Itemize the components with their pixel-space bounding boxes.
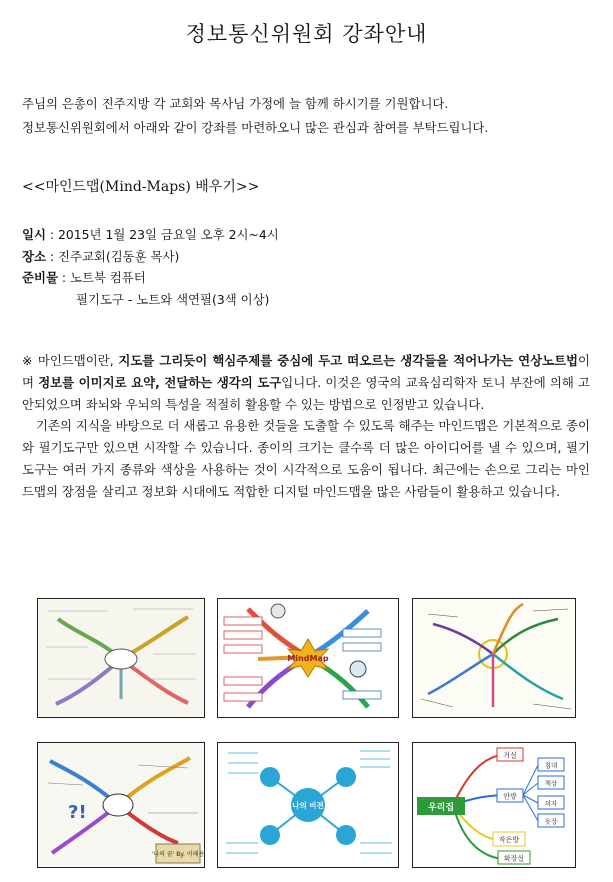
place-value: : 진주교회(김동훈 목사)	[45, 248, 180, 264]
date-value: : 2015년 1월 23일 금요일 오후 2시~4시	[45, 227, 279, 242]
prep-label: 준비물	[22, 270, 58, 285]
intro-line-1: 주님의 은총이 진주지방 각 교회와 목사님 가정에 늘 함께 하시기를 기원합니다.	[22, 96, 449, 111]
mindmap-image-1	[37, 598, 205, 718]
img6-branch-6: 작은방	[498, 836, 520, 844]
prep-value-1: : 노트북 컴퓨터	[57, 270, 146, 285]
mindmap-image-6	[412, 742, 576, 868]
img5-center-label: 나의 비전	[292, 801, 324, 810]
intro-line-2: 정보통신위원회에서 아래와 같이 강좌를 마련하오니 많은 관심과 참여를 부탁드립니다.	[22, 120, 489, 135]
svg-text:?!: ?!	[68, 802, 87, 823]
description-paragraph-2: 기존의 지식을 바탕으로 더 새롭고 유용한 것들을 도출할 수 있도록 해주는 마인드맵은 기본적으로 종이와 필기도구만 있으면 시작할 수 있습니다. 종이의 크기는 클수록 더 많은 아이디어를 낼 수 있으며, 필기도구는 여러 가지 종류와 색상을 사용하는 것이 시각적으로 도움이 됩니다. 최근에는 손으로 그리는 마인드맵의 장점을 살리고 정보화 시대에도 적합한 디지털 마인드맵을 많은 사람들이 활용하고 있습니다.	[22, 418, 590, 499]
img6-branch-0: 거실	[503, 751, 517, 760]
prep-row	[22, 267, 279, 289]
img6-branch-5: 옷장	[544, 817, 558, 826]
p1-mid: 이며	[22, 353, 591, 390]
img6-branch-4: 의자	[544, 799, 558, 808]
place-label: 장소	[22, 248, 46, 264]
mindmap-image-4	[37, 742, 205, 868]
img2-center-label: MindMap	[287, 654, 329, 663]
intro-text	[22, 92, 488, 140]
page-title: 정보통신위원회 강좌안내	[185, 22, 428, 46]
description	[22, 350, 590, 503]
place-row	[22, 246, 279, 268]
mindmap-image-5	[217, 742, 399, 868]
img4-caption: '나의 꿈' By. 이해용	[151, 851, 204, 858]
p1-intro: ※ 마인드맵이란,	[22, 353, 119, 368]
p1-bold-2: 정보를 이미지로 요약, 전달하는 생각의 도구	[38, 374, 282, 390]
mindmap-image-2	[217, 598, 399, 718]
prep-value-2: 필기도구 - 노트와 색연필(3색 이상)	[76, 291, 270, 307]
img6-center-label: 우리집	[427, 803, 455, 813]
course-heading: <<마인드맵(Mind-Maps) 배우기>>	[22, 179, 260, 195]
date-label: 일시	[22, 227, 46, 242]
date-row	[22, 224, 279, 246]
course-info	[22, 224, 279, 310]
p1-rest: 입니다. 이것은 영국의 교육심리학자 토니 부잔에 의해 고안되었으며 좌뇌와 우뇌의 특성을 적절히 활용할 수 있는 방법으로 인정받고 있습니다.	[22, 374, 590, 412]
img6-branch-3: 책상	[544, 779, 558, 788]
img6-branch-7: 화장실	[503, 854, 525, 863]
mindmap-image-3	[412, 598, 576, 718]
description-paragraph-1	[22, 350, 590, 415]
img6-branch-1: 안방	[503, 792, 517, 801]
p1-bold-1: 지도를 그리듯이 핵심주제를 중심에 두고 떠오르는 생각들을 적어나가는 연상노트법	[118, 353, 579, 368]
img6-branch-2: 침대	[544, 761, 558, 770]
